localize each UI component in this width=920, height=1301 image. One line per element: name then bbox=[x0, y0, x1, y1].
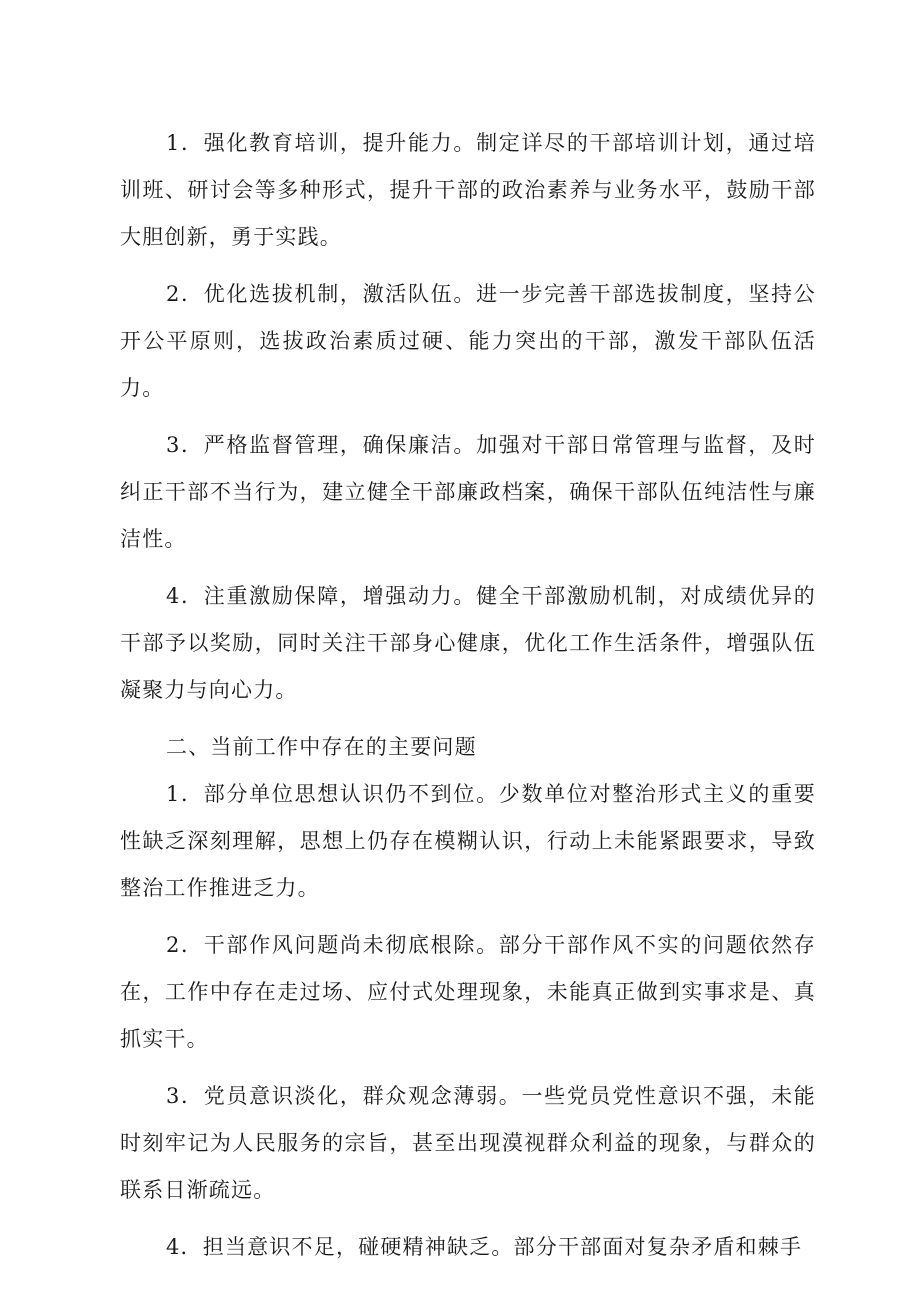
paragraph-responsibility: 4．担当意识不足，碰硬精神缺乏。部分干部面对复杂矛盾和棘手 bbox=[166, 1235, 803, 1259]
paragraph-training: 1．强化教育培训，提升能力。制定详尽的干部培训计划，通过培训班、研讨会等多种形式，提升干部的政治素养与业务水平，鼓励干部大胆创新，勇于实践。 bbox=[120, 131, 816, 249]
section-heading-problems: 二、当前工作中存在的主要问题 bbox=[166, 735, 477, 759]
paragraph-work-style: 2．干部作风问题尚未彻底根除。部分干部作风不实的问题依然存在，工作中存在走过场、应付式处理现象，未能真正做到实事求是、真抓实干。 bbox=[120, 933, 816, 1051]
paragraph-selection: 2．优化选拔机制，激活队伍。进一步完善干部选拔制度，坚持公开公平原则，选拔政治素质过硬、能力突出的干部，激发干部队伍活力。 bbox=[120, 282, 816, 400]
paragraph-incentive: 4．注重激励保障，增强动力。健全干部激励机制，对成绩优异的干部予以奖励，同时关注干部身心健康，优化工作生活条件，增强队伍凝聚力与向心力。 bbox=[120, 584, 816, 702]
document-page bbox=[120, 120, 816, 1281]
paragraph-awareness: 1．部分单位思想认识仍不到位。少数单位对整治形式主义的重要性缺乏深刻理解，思想上仍存在模糊认识，行动上未能紧跟要求，导致整治工作推进乏力。 bbox=[120, 782, 816, 900]
paragraph-supervision: 3．严格监督管理，确保廉洁。加强对干部日常管理与监督，及时纠正干部不当行为，建立健全干部廉政档案，确保干部队伍纯洁性与廉洁性。 bbox=[120, 433, 816, 551]
paragraph-party-awareness: 3．党员意识淡化，群众观念薄弱。一些党员党性意识不强，未能时刻牢记为人民服务的宗旨，甚至出现漠视群众利益的现象，与群众的联系日渐疏远。 bbox=[120, 1084, 816, 1202]
